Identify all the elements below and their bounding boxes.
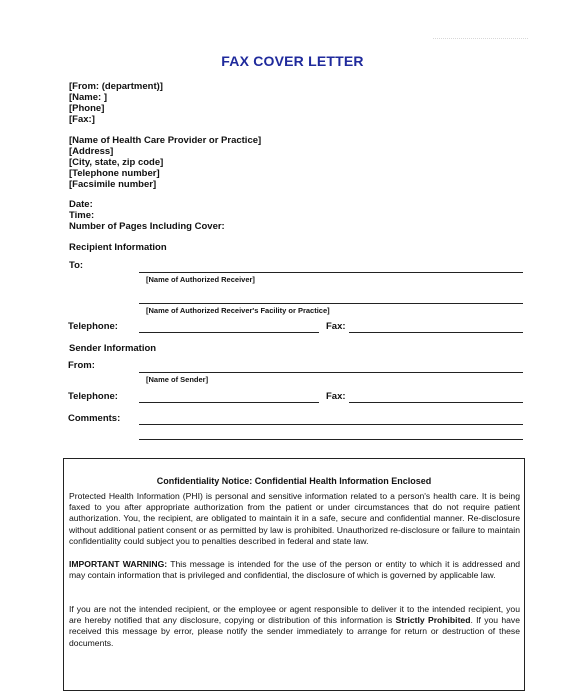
recipient-fax-label: Fax: — [326, 321, 346, 332]
confidentiality-notice-box — [63, 458, 525, 691]
recipient-telephone-line[interactable] — [139, 332, 319, 333]
address-field: [Address] — [69, 146, 114, 157]
warning-text: This message is intended for the use of the person or entity to which it is addressed and may contain information that is privileged and confidential, the disclosure of which is governed by applicable law. — [69, 559, 520, 581]
to-label: To: — [69, 260, 84, 271]
sender-telephone-line[interactable] — [139, 402, 319, 403]
recipient-heading: Recipient Information — [69, 242, 167, 253]
sender-hint: [Name of Sender] — [146, 375, 209, 384]
from-department-field: [From: (department)] — [69, 81, 163, 92]
city-state-zip-field: [City, state, zip code] — [69, 157, 164, 168]
provider-name-field: [Name of Health Care Provider or Practice] — [69, 135, 262, 146]
date-label: Date: — [69, 199, 93, 210]
sender-fax-label: Fax: — [326, 391, 346, 402]
document-title: FAX COVER LETTER — [221, 53, 364, 69]
recipient-telephone-label: Telephone: — [68, 321, 118, 332]
telephone-number-field: [Telephone number] — [69, 168, 160, 179]
comments-label: Comments: — [68, 413, 121, 424]
to-line[interactable] — [139, 272, 523, 273]
fax-field: [Fax:] — [69, 114, 95, 125]
phone-field: [Phone] — [69, 103, 105, 114]
notice-paragraph-warning — [69, 559, 520, 581]
recipient-text-b: . If you have received this message by error, please notify the sender immediately to arrange for return or destruction of these documents. — [69, 615, 520, 648]
recipient-text-a: If you are not the intended recipient, or the employee or agent responsible to deliver it to the intended recipient, you are hereby notified that any disclosure, copying or distribution of this information is — [69, 604, 520, 626]
comments-line-2[interactable] — [139, 439, 523, 440]
sender-fax-line[interactable] — [349, 402, 523, 403]
name-field: [Name: ] — [69, 92, 108, 103]
sender-from-line[interactable] — [139, 372, 523, 373]
recipient-fax-line[interactable] — [349, 332, 523, 333]
notice-title: Confidentiality Notice: Confidential Health Information Enclosed — [156, 476, 432, 486]
important-warning-label: IMPORTANT WARNING: — [69, 559, 168, 569]
sender-heading: Sender Information — [69, 343, 157, 354]
sender-telephone-label: Telephone: — [68, 391, 118, 402]
notice-paragraph-recipient — [69, 604, 520, 649]
faint-header-mark — [433, 38, 528, 40]
facility-hint: [Name of Authorized Receiver's Facility or Practice] — [146, 306, 330, 315]
page-count-label: Number of Pages Including Cover: — [69, 221, 225, 232]
notice-paragraph-phi: Protected Health Information (PHI) is personal and sensitive information related to a person's health care. It is being faxed to you after appropriate authorization from the patient or under circumstances that do not require patient authorization. You, the recipient, are obligated to maintain it in a safe, secure and confidential manner. Re-disclosure without additional patient consent or as permitted by law is prohibited. Unauthorized re-disclosure or failure to maintain confidentiality could subject you to penalties described in federal and state law. — [69, 491, 520, 546]
receiver-hint: [Name of Authorized Receiver] — [146, 275, 255, 284]
facility-line[interactable] — [139, 303, 523, 304]
time-label: Time: — [69, 210, 95, 221]
sender-from-label: From: — [68, 360, 95, 371]
comments-line-1[interactable] — [139, 424, 523, 425]
strictly-prohibited-label: Strictly Prohibited — [395, 615, 471, 626]
facsimile-number-field: [Facsimile number] — [69, 179, 157, 190]
